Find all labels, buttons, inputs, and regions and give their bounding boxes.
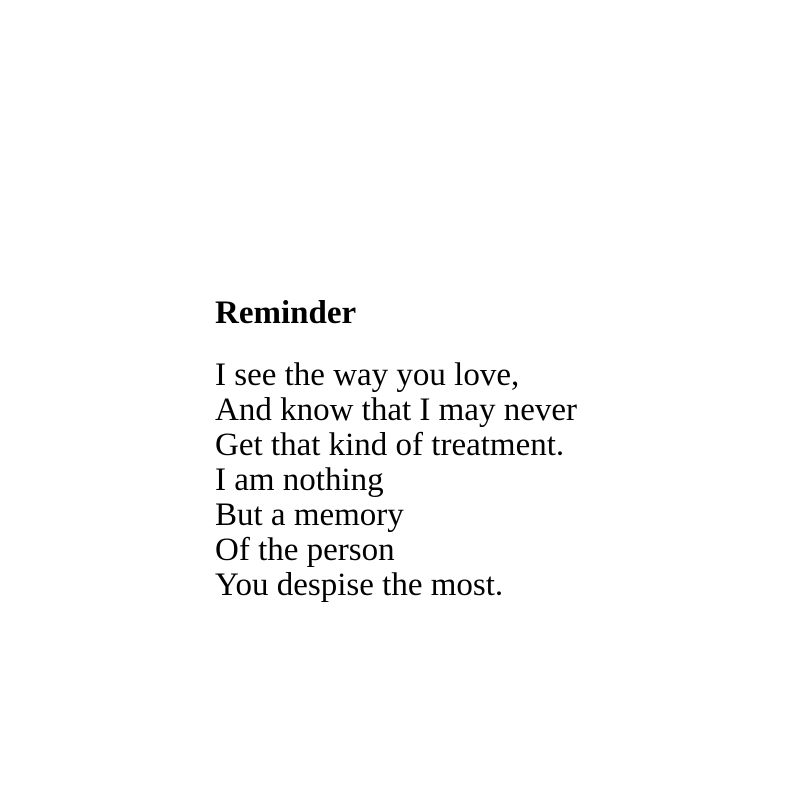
poem-line: I see the way you love, <box>215 357 520 393</box>
poem-line: And know that I may never <box>215 392 577 428</box>
poem-block <box>215 296 635 603</box>
poem-line: Of the person <box>215 532 395 568</box>
poem-line: But a memory <box>215 497 404 533</box>
poem-line: You despise the most. <box>215 567 504 603</box>
poem-line: Get that kind of treatment. <box>215 427 565 463</box>
poem-title: Reminder <box>215 295 357 331</box>
poem-body <box>215 358 635 603</box>
poem-line: I am nothing <box>215 462 384 498</box>
